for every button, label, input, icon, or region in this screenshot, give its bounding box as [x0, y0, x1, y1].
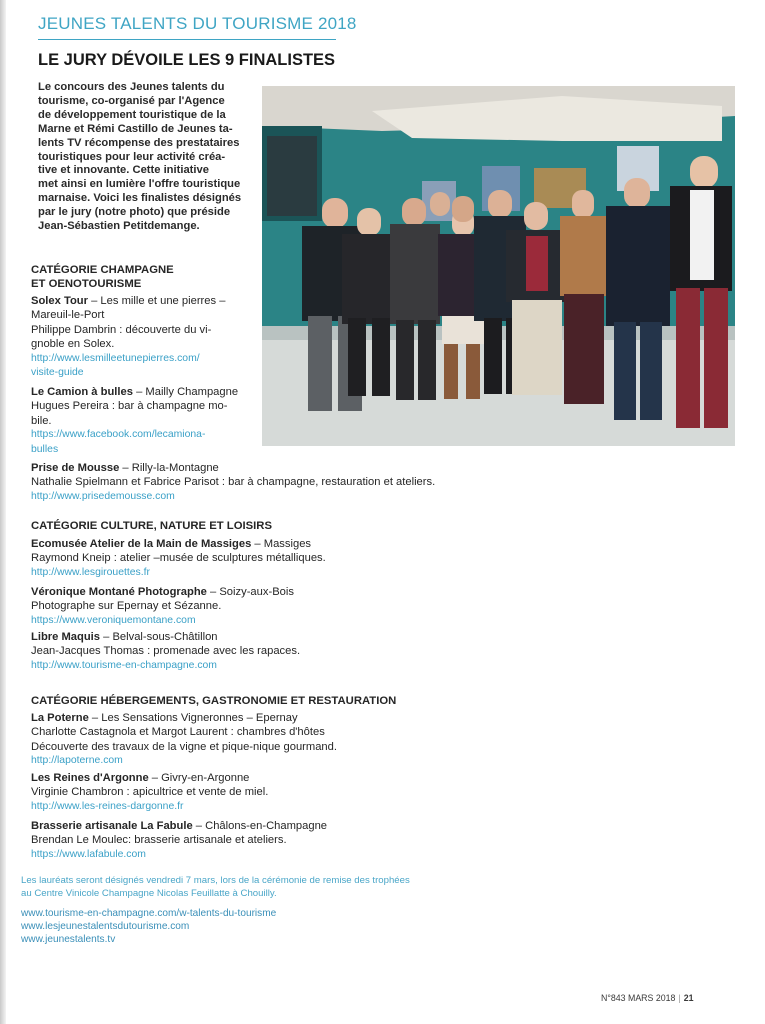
finalist-place: – Châlons-en-Champagne: [192, 820, 328, 832]
finalist-entry-libre-maquis: [31, 630, 300, 673]
finalist-entry-la-poterne: [31, 711, 337, 769]
finalist-place: – Les mille et une pierres –: [87, 295, 226, 307]
finalist-description: Raymond Kneip : atelier –musée de sculptures métalliques.: [31, 552, 326, 565]
finalist-name: Le Camion à bulles: [31, 386, 133, 398]
finalist-link[interactable]: bulles: [31, 443, 59, 455]
finalist-description: Hugues Pereira : bar à champagne mo-: [31, 400, 228, 413]
finalist-name: Prise de Mousse: [31, 462, 120, 474]
intro-line: Marne et Rémi Castillo de Jeunes ta-: [38, 122, 233, 135]
finalist-link[interactable]: http://www.tourisme-en-champagne.com: [31, 659, 217, 671]
intro-line: Le concours des Jeunes talents du: [38, 81, 225, 93]
category-heading-culture: [31, 519, 272, 533]
intro-paragraph: [38, 81, 249, 234]
finalist-link[interactable]: http://www.les-reines-dargonne.fr: [31, 800, 184, 812]
finalist-place: – Soizy-aux-Bois: [206, 586, 294, 598]
finalist-name: Brasserie artisanale La Fabule: [31, 820, 193, 832]
finalist-place: – Belval-sous-Châtillon: [100, 631, 218, 643]
footer-link[interactable]: www.jeunestalents.tv: [21, 934, 116, 945]
note-line: au Centre Vinicole Champagne Nicolas Feuillatte à Chouilly.: [21, 887, 277, 899]
finalist-link[interactable]: https://www.lafabule.com: [31, 848, 146, 860]
finalist-description: Brendan Le Moulec: brasserie artisanale et ateliers.: [31, 834, 287, 847]
finalist-place: – Givry-en-Argonne: [148, 772, 250, 784]
category-heading-champagne: [31, 263, 174, 291]
finalist-entry-reines-dargonne: [31, 771, 268, 814]
intro-line: tourisme, co-organisé par l'Agence: [38, 94, 225, 107]
footer-links: [21, 907, 276, 946]
folio-separator: |: [678, 993, 681, 1003]
finalist-place: – Massiges: [251, 538, 312, 550]
laureates-announcement-note: [21, 875, 491, 900]
footer-link[interactable]: www.tourisme-en-champagne.com/w-talents-du-tourisme: [21, 908, 277, 919]
page-edge-shadow: [0, 0, 6, 1024]
finalist-name: Véronique Montané Photographe: [31, 586, 207, 598]
finalist-description: Découverte des travaux de la vigne et pique-nique gourmand.: [31, 740, 337, 753]
finalist-link[interactable]: https://www.veroniquemontane.com: [31, 614, 196, 626]
category-title-line: CATÉGORIE CHAMPAGNE: [31, 264, 174, 276]
article-headline: LE JURY DÉVOILE LES 9 FINALISTES: [38, 51, 336, 69]
category-title-line: CATÉGORIE HÉBERGEMENTS, GASTRONOMIE ET RESTAURATION: [31, 695, 397, 707]
finalist-link[interactable]: http://www.lesgirouettes.fr: [31, 566, 150, 578]
intro-line: par le jury (notre photo) que préside: [38, 206, 231, 219]
finalist-name: Les Reines d'Argonne: [31, 772, 149, 784]
intro-line: marnaise. Voici les finalistes désignés: [38, 192, 242, 205]
finalist-link[interactable]: http://www.prisedemousse.com: [31, 490, 175, 502]
jury-photo-illustration: [262, 86, 735, 446]
finalist-description: Photographe sur Epernay et Sézanne.: [31, 600, 222, 613]
finalist-description: bile.: [31, 414, 52, 427]
finalist-entry-camion-a-bulles: [31, 385, 238, 457]
category-title-line: ET OENOTOURISME: [31, 278, 142, 290]
finalist-link[interactable]: http://www.lesmilleetunepierres.com/: [31, 352, 200, 364]
finalist-description: gnoble en Solex.: [31, 338, 115, 351]
finalist-description: Philippe Dambrin : découverte du vi-: [31, 323, 212, 336]
finalist-place: – Rilly-la-Montagne: [119, 462, 219, 474]
finalist-description: Nathalie Spielmann et Fabrice Parisot : bar à champagne, restauration et ateliers.: [31, 476, 436, 489]
finalist-description: Jean-Jacques Thomas : promenade avec les rapaces.: [31, 645, 301, 658]
finalist-place: Mareuil-le-Port: [31, 309, 105, 322]
finalist-name: Ecomusée Atelier de la Main de Massiges: [31, 538, 252, 550]
finalist-entry-ecomusee: [31, 537, 326, 580]
finalist-entry-prise-de-mousse: [31, 461, 435, 504]
intro-line: de développement touristique de la: [38, 108, 226, 121]
finalist-description: Virginie Chambron : apicultrice et vente de miel.: [31, 786, 269, 799]
intro-line: touristiques pour leur activité créa-: [38, 150, 226, 163]
page-folio: [601, 993, 694, 1003]
issue-label: N°843 MARS 2018: [601, 993, 676, 1003]
finalist-entry-la-fabule: [31, 819, 327, 862]
finalist-description: Charlotte Castagnola et Margot Laurent : chambres d'hôtes: [31, 726, 325, 739]
footer-link[interactable]: www.lesjeunestalentsdutourisme.com: [21, 921, 190, 932]
jury-group-photo: [262, 86, 735, 446]
finalist-name: La Poterne: [31, 712, 89, 724]
intro-line: tive et innovante. Cette initiative: [38, 164, 209, 177]
category-title-line: CATÉGORIE CULTURE, NATURE ET LOISIRS: [31, 520, 273, 532]
finalist-entry-veronique-montane: [31, 585, 294, 628]
intro-line: lents TV récompense des prestataires: [38, 136, 240, 149]
finalist-place: – Les Sensations Vigneronnes – Epernay: [88, 712, 298, 724]
finalist-link[interactable]: visite-guide: [31, 367, 84, 379]
finalist-link[interactable]: https://www.facebook.com/lecamiona-: [31, 429, 206, 441]
finalist-place: – Mailly Champagne: [132, 386, 239, 398]
finalist-name: Libre Maquis: [31, 631, 100, 643]
category-heading-hebergements: [31, 694, 396, 708]
page-number: 21: [683, 993, 694, 1003]
finalist-link[interactable]: http://lapoterne.com: [31, 755, 123, 767]
finalist-name: Solex Tour: [31, 295, 88, 307]
finalist-entry-solex-tour: [31, 294, 225, 380]
section-kicker: JEUNES TALENTS DU TOURISME 2018: [38, 14, 336, 40]
note-line: Les lauréats seront désignés vendredi 7 mars, lors de la cérémonie de remise des trophées: [21, 875, 410, 886]
intro-line: met ainsi en lumière l'offre touristique: [38, 178, 241, 191]
intro-line: Jean-Sébastien Petitdemange.: [38, 220, 200, 233]
